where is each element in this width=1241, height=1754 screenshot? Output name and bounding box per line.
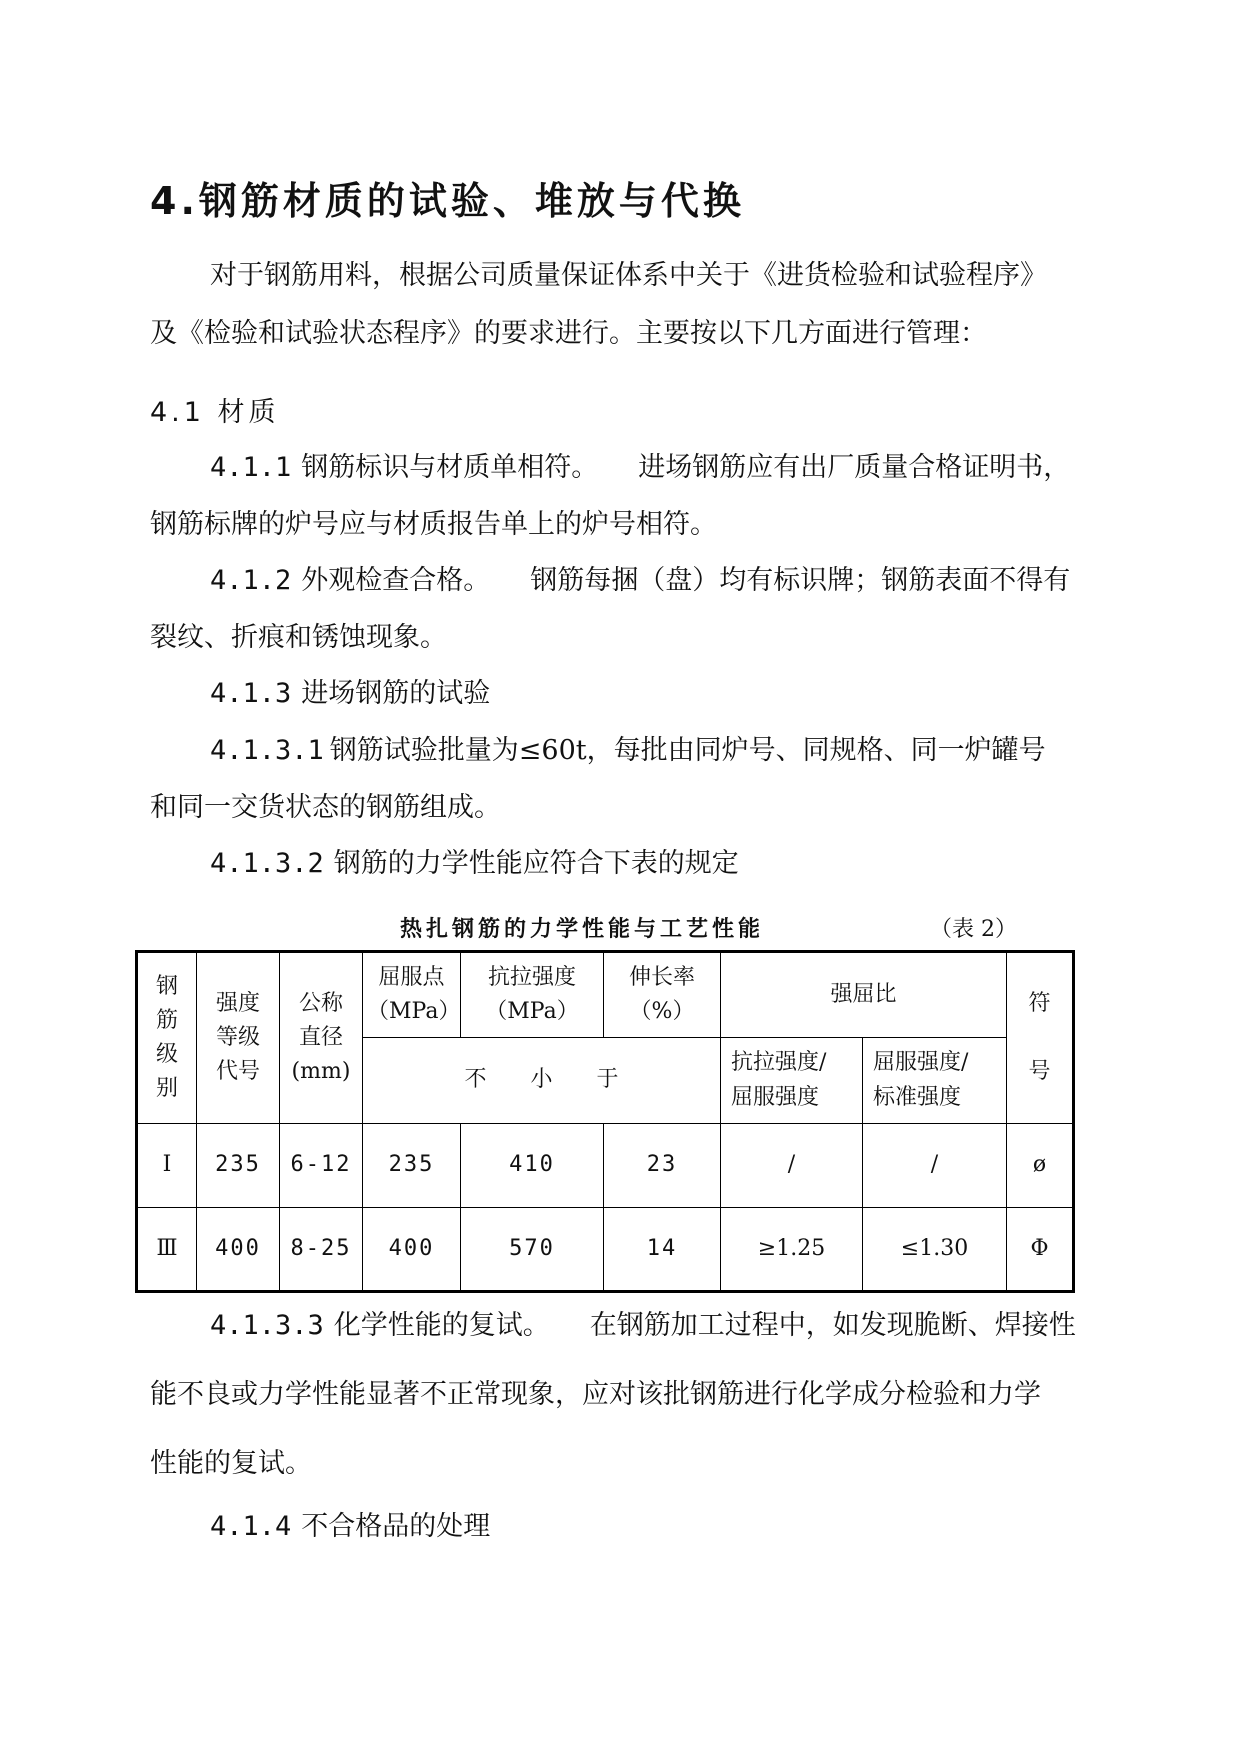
cell-yield: 400: [363, 1208, 461, 1292]
item-number: 4.1.4: [210, 1511, 292, 1542]
item-4-1-3-3: [210, 1312, 1076, 1339]
item-4-1-3: [210, 680, 490, 707]
item-text-2: 钢筋每捆（盘）均有标识牌；钢筋表面不得有: [530, 565, 1071, 596]
item-4-1-2-cont: 裂纹、折痕和锈蚀现象。: [150, 622, 447, 653]
header-yield: 屈服点 （MPa）: [363, 952, 461, 1038]
item-4-1-1: [210, 454, 1070, 481]
intro-line-1: 对于钢筋用料，根据公司质量保证体系中关于《进货检验和试验程序》: [210, 260, 1047, 291]
header-ratio: 强屈比: [721, 952, 1007, 1038]
cell-tensile: 570: [461, 1208, 604, 1292]
item-number: 4.1.3: [210, 678, 292, 709]
item-number: 4.1.3.3: [210, 1310, 324, 1341]
item-number: 4.1.3.1: [210, 735, 324, 766]
cell-code: 400: [197, 1208, 280, 1292]
cell-grade: Ⅲ: [137, 1208, 197, 1292]
item-number: 4.1.1: [210, 452, 292, 483]
cell-diameter: 8-25: [280, 1208, 363, 1292]
item-4-1-1-cont: 钢筋标牌的炉号应与材质报告单上的炉号相符。: [150, 509, 717, 540]
cell-ratio-1: ≥1.25: [721, 1208, 863, 1292]
item-number: 4.1.2: [210, 565, 292, 596]
cell-yield: 235: [363, 1124, 461, 1208]
cell-code: 235: [197, 1124, 280, 1208]
cell-grade: Ⅰ: [137, 1124, 197, 1208]
subsection-heading-4-1: 4.1 材质: [150, 397, 280, 428]
item-4-1-4: [210, 1513, 490, 1540]
table-caption: 热扎钢筋的力学性能与工艺性能: [400, 917, 765, 942]
header-symbol: 符 号: [1007, 952, 1074, 1124]
cell-tensile: 410: [461, 1124, 604, 1208]
cell-symbol: ø: [1007, 1124, 1074, 1208]
cell-ratio-1: /: [721, 1124, 863, 1208]
item-text: 外观检查合格。: [301, 565, 491, 596]
header-grade: 钢 筋 级 别: [137, 952, 197, 1124]
table-row: [137, 1124, 1074, 1208]
header-strength-code: 强度 等级 代号: [197, 952, 280, 1124]
item-4-1-3-2: [210, 850, 739, 877]
table-number: （表 2）: [930, 917, 1017, 942]
cell-elongation: 14: [604, 1208, 721, 1292]
item-4-1-3-3-cont-1: 能不良或力学性能显著不正常现象，应对该批钢筋进行化学成分检验和力学: [150, 1379, 1041, 1410]
item-4-1-3-1-cont: 和同一交货状态的钢筋组成。: [150, 792, 501, 823]
item-text: 钢筋试验批量为≤60t，每批由同炉号、同规格、同一炉罐号: [329, 735, 1046, 766]
item-text: 化学性能的复试。: [333, 1310, 550, 1341]
intro-line-2: 及《检验和试验状态程序》的要求进行。主要按以下几方面进行管理：: [150, 318, 987, 349]
section-heading: 4.钢筋材质的试验、堆放与代换: [150, 179, 745, 223]
item-number: 4.1.3.2: [210, 848, 324, 879]
item-4-1-3-1: [210, 737, 1046, 764]
header-diameter: 公称 直径 (mm): [280, 952, 363, 1124]
header-ratio-sub-1: 抗拉强度/ 屈服强度: [721, 1038, 863, 1124]
item-text: 钢筋的力学性能应符合下表的规定: [333, 848, 739, 879]
cell-ratio-2: ≤1.30: [863, 1208, 1007, 1292]
cell-ratio-2: /: [863, 1124, 1007, 1208]
item-4-1-2: [210, 567, 1070, 594]
item-text-2: 在钢筋加工过程中，如发现脆断、焊接性: [589, 1310, 1076, 1341]
header-elongation: 伸长率 （%）: [604, 952, 721, 1038]
header-not-less-than: 不 小 于: [363, 1038, 721, 1124]
item-text: 钢筋标识与材质单相符。: [301, 452, 599, 483]
table-row: [137, 1208, 1074, 1292]
item-text: 不合格品的处理: [301, 1511, 491, 1542]
header-tensile: 抗拉强度 （MPa）: [461, 952, 604, 1038]
cell-symbol: Φ: [1007, 1208, 1074, 1292]
mechanical-properties-table: [135, 950, 1075, 1293]
header-ratio-sub-2: 屈服强度/ 标准强度: [863, 1038, 1007, 1124]
item-text-2: 进场钢筋应有出厂质量合格证明书，: [638, 452, 1071, 483]
cell-elongation: 23: [604, 1124, 721, 1208]
item-4-1-3-3-cont-2: 性能的复试。: [150, 1448, 312, 1479]
cell-diameter: 6-12: [280, 1124, 363, 1208]
item-text: 进场钢筋的试验: [301, 678, 491, 709]
